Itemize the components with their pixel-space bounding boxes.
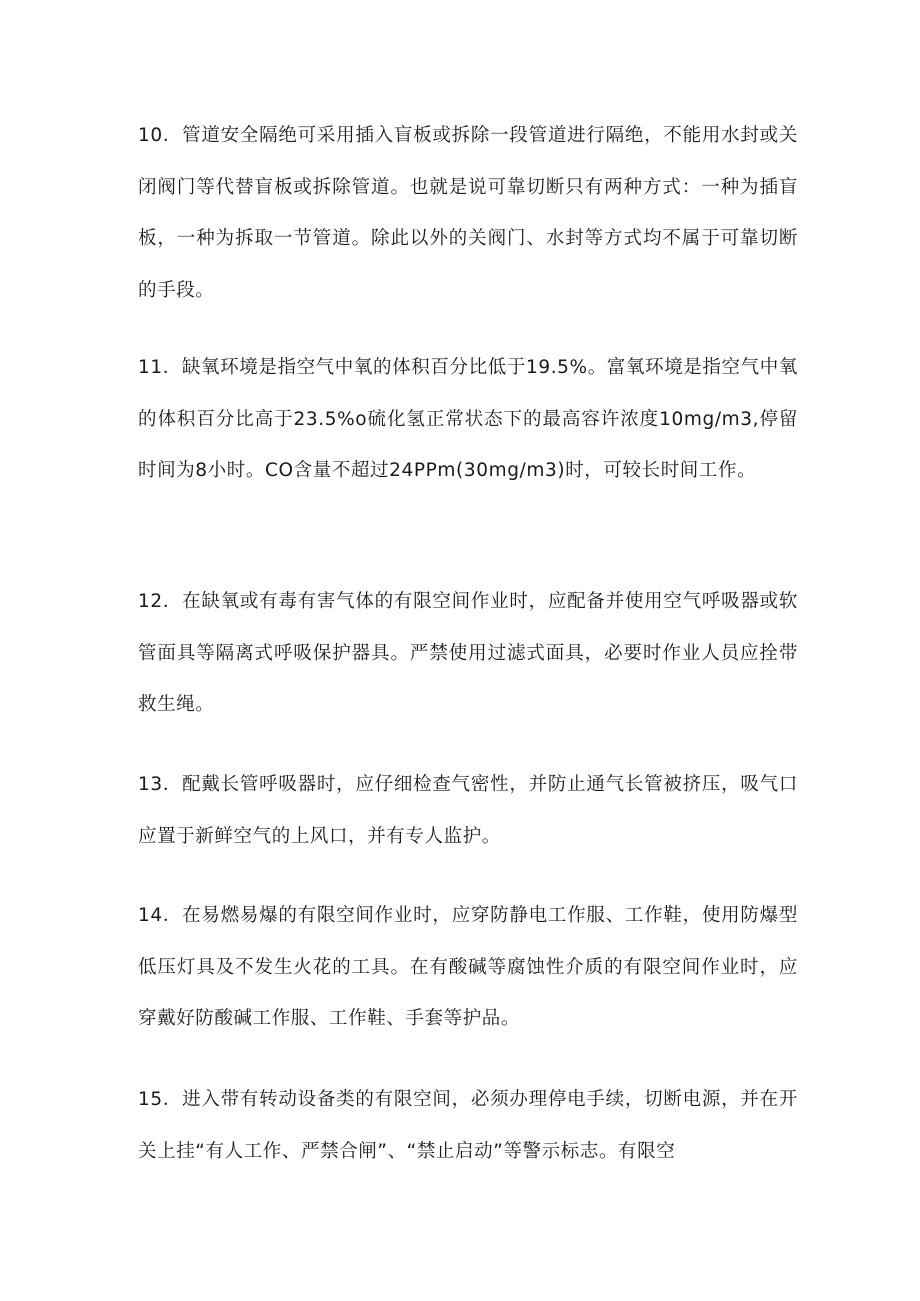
paragraph-12: 12．在缺氧或有毒有害气体的有限空间作业时，应配备并使用空气呼吸器或软管面具等隔离式呼吸保护器具。严禁使用过滤式面具，必要时作业人员应拴带救生绳。 (138, 591, 798, 715)
paragraph-13: 13．配戴长管呼吸器时，应仔细检查气密性，并防止通气长管被挤压，吸气口应置于新鲜空气的上风口，并有专人监护。 (138, 774, 798, 847)
paragraph-15: 15．进入带有转动设备类的有限空间，必须办理停电手续，切断电源，并在开关上挂“有人工作、严禁合闸”、“禁止启动”等警示标志。有限空 (138, 1089, 798, 1162)
paragraph-11: 11．缺氧环境是指空气中氧的体积百分比低于19.5%。富氧环境是指空气中氧的体积百分比高于23.5%o硫化氢正常状态下的最高容许浓度10mg∕m3,停留时间为8小时。CO含量不超过24PPm(30mg/m3)时，可较长时间工作。 (138, 357, 798, 481)
paragraph-14: 14．在易燃易爆的有限空间作业时，应穿防静电工作服、工作鞋，使用防爆型低压灯具及不发生火花的工具。在有酸碱等腐蚀性介质的有限空间作业时，应穿戴好防酸碱工作服、工作鞋、手套等护品。 (138, 905, 798, 1029)
paragraph-10: 10．管道安全隔绝可采用插入盲板或拆除一段管道进行隔绝，不能用水封或关闭阀门等代替盲板或拆除管道。也就是说可靠切断只有两种方式：一种为插盲板，一种为拆取一节管道。除此以外的关阀门、水封等方式均不属于可靠切断的手段。 (138, 125, 798, 301)
